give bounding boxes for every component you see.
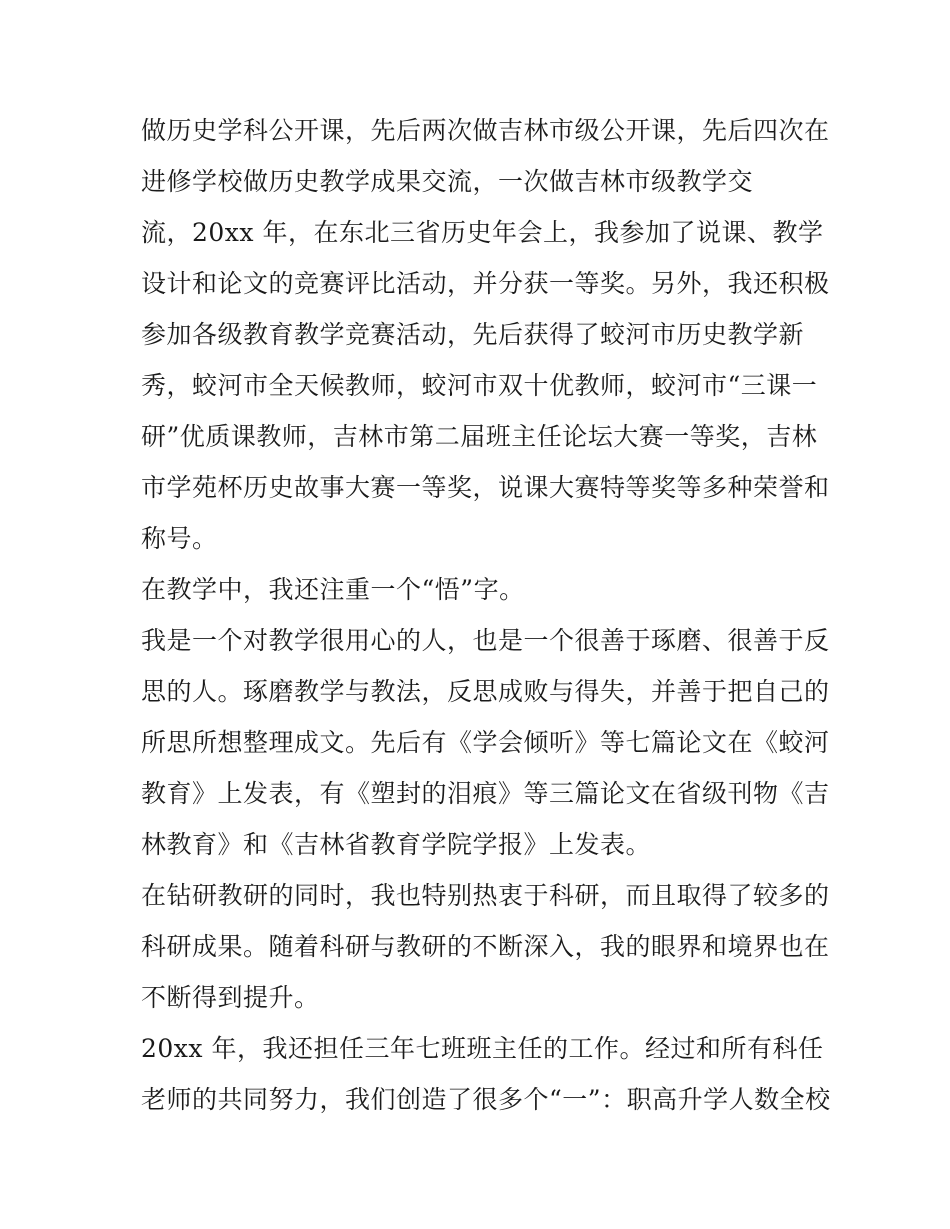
text-line: 市学苑杯历史故事大赛一等奖，说课大赛特等奖等多种荣誉和 (141, 473, 830, 502)
text-line: 老师的共同努力，我们创造了很多个“一”：职高升学人数全校 (141, 1085, 831, 1114)
text-line: 进修学校做历史教学成果交流，一次做吉林市级教学交 (141, 167, 754, 196)
text-line: 设计和论文的竞赛评比活动，并分获一等奖。另外，我还积极 (141, 269, 830, 298)
text-line: 林教育》和《吉林省教育学院学报》上发表。 (141, 830, 652, 859)
text-line: 称号。 (141, 524, 218, 553)
text-line: 在教学中，我还注重一个“悟”字。 (141, 575, 525, 604)
text-line: 秀，蛟河市全天候教师，蛟河市双十优教师，蛟河市“三课一 (141, 371, 818, 400)
text-line: 研”优质课教师，吉林市第二届班主任论坛大赛一等奖，吉林 (141, 422, 818, 451)
text-line: 不断得到提升。 (141, 983, 320, 1012)
text-line: 思的人。琢磨教学与教法，反思成败与得失，并善于把自己的 (141, 677, 830, 706)
text-line: 参加各级教育教学竞赛活动，先后获得了蛟河市历史教学新 (141, 320, 805, 349)
text-line: 20xx 年，我还担任三年七班班主任的工作。经过和所有科任 (141, 1034, 824, 1063)
text-line: 做历史学科公开课，先后两次做吉林市级公开课，先后四次在 (141, 116, 830, 145)
body-text (141, 105, 831, 1125)
text-line: 科研成果。随着科研与教研的不断深入，我的眼界和境界也在 (141, 932, 830, 961)
text-line: 教育》上发表，有《塑封的泪痕》等三篇论文在省级刊物《吉 (141, 779, 830, 808)
text-line: 流，20xx 年，在东北三省历史年会上，我参加了说课、教学 (141, 218, 824, 247)
text-line: 所思所想整理成文。先后有《学会倾听》等七篇论文在《蛟河 (141, 728, 830, 757)
text-line: 我是一个对教学很用心的人，也是一个很善于琢磨、很善于反 (141, 626, 830, 655)
text-line: 在钻研教研的同时，我也特别热衷于科研，而且取得了较多的 (141, 881, 830, 910)
